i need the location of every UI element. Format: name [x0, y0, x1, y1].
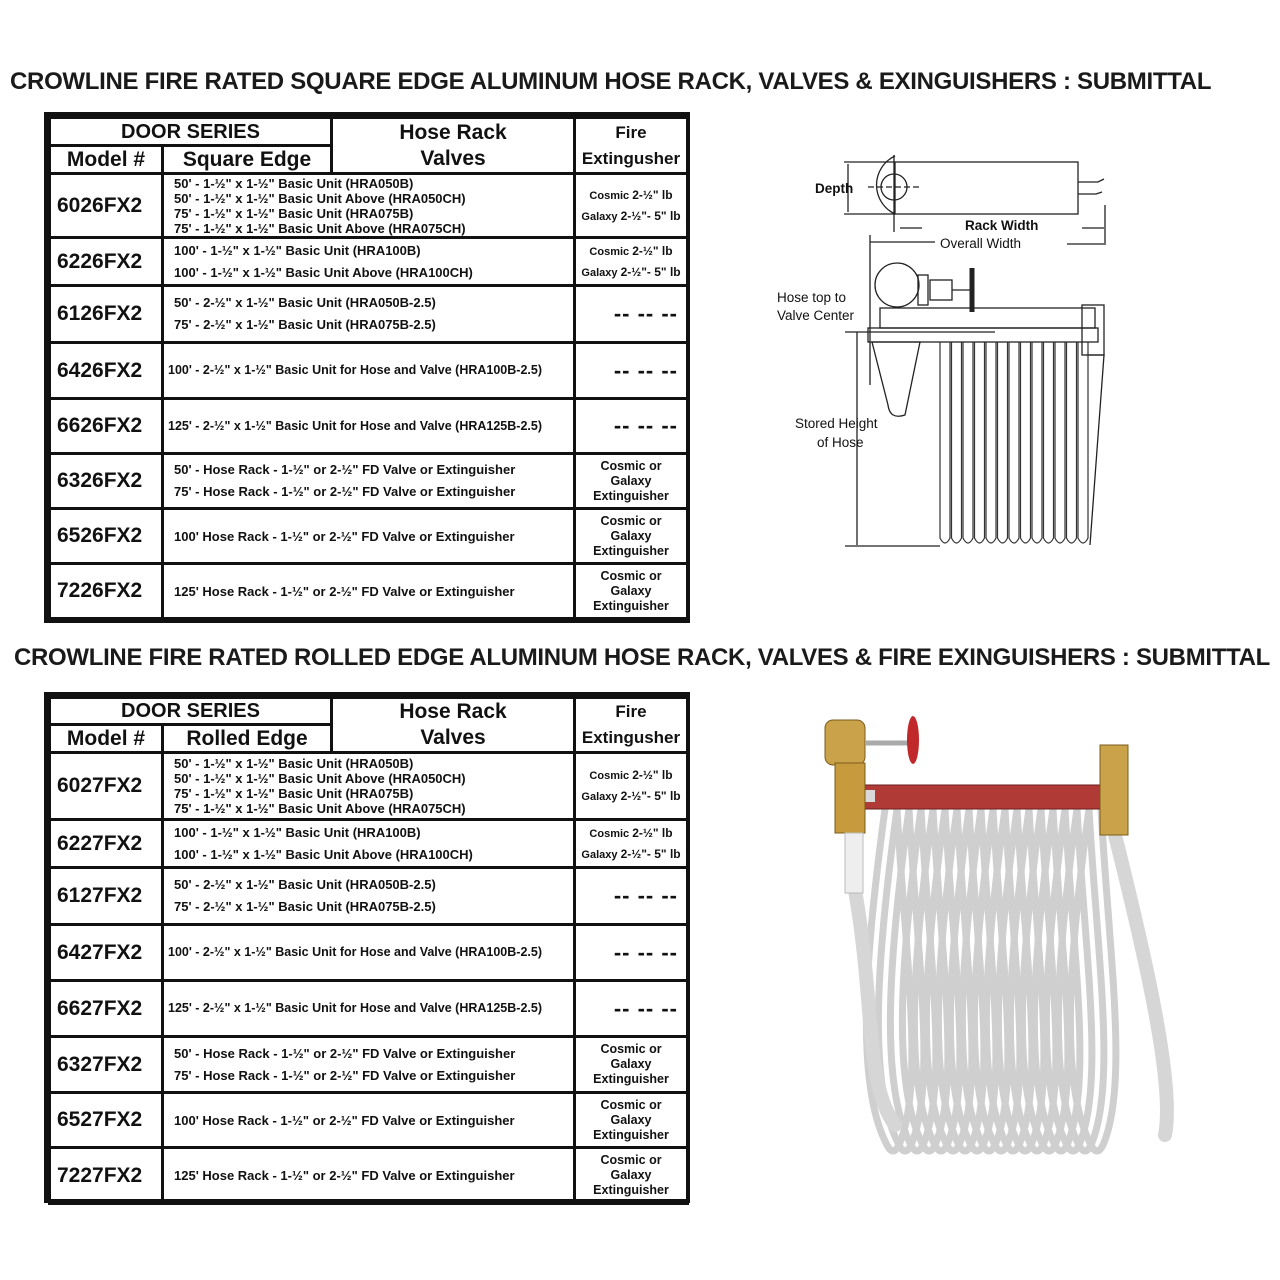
door-series-header: DOOR SERIES — [50, 698, 332, 725]
valve-line: 50' - 1-½" x 1-½" Basic Unit (HRA050B) — [174, 175, 414, 191]
valve-description — [163, 286, 575, 343]
valves-label: Valves — [420, 146, 486, 170]
or-label: or — [649, 1097, 662, 1112]
hose-fold — [1032, 342, 1042, 543]
hose-rack-label: Hose Rack — [399, 700, 507, 723]
valve-line: 75' - 1-½" x 1-½" Basic Unit (HRA075B) — [174, 205, 414, 221]
model-number: 6527FX2 — [50, 1093, 163, 1148]
valve-description — [163, 564, 575, 619]
model-number: 6427FX2 — [50, 925, 163, 981]
depth-label: Depth — [815, 181, 854, 196]
cosmic-line — [576, 185, 686, 206]
fire-extingusher-header — [575, 118, 688, 174]
no-extinguisher: -- -- -- — [575, 399, 688, 454]
cosmic-or-line — [576, 569, 686, 584]
cosmic-label: Cosmic — [600, 1153, 646, 1167]
valve-line: 100' Hose Rack - 1-½" or 2-½" FD Valve or Extinguisher — [174, 528, 515, 544]
model-number: 6326FX2 — [50, 454, 163, 509]
valve-description — [163, 1037, 575, 1093]
table-row — [50, 1093, 688, 1148]
table-row — [50, 820, 688, 868]
no-extinguisher: -- -- -- — [575, 286, 688, 343]
galaxy-label: Galaxy — [581, 791, 618, 803]
extinguisher-label: Extinguisher — [593, 543, 669, 558]
square-edge-table — [44, 112, 690, 623]
valve-line: 100' - 1-½" x 1-½" Basic Unit Above (HRA100CH) — [174, 846, 473, 862]
hose-fold — [952, 342, 962, 543]
cosmic-label: Cosmic — [600, 1097, 646, 1112]
hose-fold — [1055, 342, 1065, 543]
hose-fold — [963, 342, 973, 543]
model-number: 6526FX2 — [50, 509, 163, 564]
hose-top-label-line1: Hose top to — [777, 290, 847, 305]
valve-description — [163, 1148, 575, 1204]
cosmic-or-line — [576, 1098, 686, 1113]
cosmic-line — [576, 823, 686, 844]
valve-line: 75' - Hose Rack - 1-½" or 2-½" FD Valve or Extinguisher — [174, 484, 516, 499]
valve-line: 75' - 1-½" x 1-½" Basic Unit (HRA075B) — [174, 786, 414, 801]
cosmic-label: Cosmic — [600, 513, 646, 528]
table-row — [50, 868, 688, 925]
galaxy-label: Galaxy — [610, 473, 652, 488]
hose-fold — [1021, 342, 1031, 543]
cosmic-size: 2-½" lb — [632, 768, 673, 782]
square-edge-title: CROWLINE FIRE RATED SQUARE EDGE ALUMINUM HOSE RACK, VALVES & EXINGUISHERS : SUBMITTAL — [10, 68, 1212, 95]
extinguisher-label: Extinguisher — [593, 1183, 669, 1197]
table-row — [50, 981, 688, 1037]
model-number: 6127FX2 — [50, 868, 163, 925]
valve-description — [163, 753, 575, 820]
hose-fold — [1044, 342, 1054, 543]
valve-description — [163, 820, 575, 868]
model-number: 6327FX2 — [50, 1037, 163, 1093]
extinguisher-label: Extinguisher — [593, 488, 669, 503]
hose-rack-product-photo — [815, 705, 1180, 1170]
edge-header: Rolled Edge — [163, 725, 332, 753]
galaxy-line — [576, 262, 686, 283]
galaxy-line — [576, 786, 686, 807]
header-row — [50, 118, 688, 146]
valve-line: 125' - 2-½" x 1-½" Basic Unit for Hose and Valve (HRA125B-2.5) — [168, 1001, 542, 1015]
model-number: 6426FX2 — [50, 343, 163, 399]
hose-fold — [975, 342, 985, 543]
table-row — [50, 286, 688, 343]
valve-line: 100' - 2-½" x 1-½" Basic Unit for Hose and Valve (HRA100B-2.5) — [168, 945, 542, 959]
table-row — [50, 1037, 688, 1093]
cosmic-label: Cosmic — [600, 458, 646, 473]
valve-description — [163, 1093, 575, 1148]
cosmic-label: Cosmic — [600, 568, 646, 583]
cosmic-or-line — [576, 459, 686, 474]
extinguisher-label: Extinguisher — [593, 1072, 669, 1086]
cosmic-size: 2-½" lb — [632, 825, 673, 840]
valve-line: 50' - 2-½" x 1-½" Basic Unit (HRA050B-2.5) — [174, 295, 436, 310]
valve-line: 50' - Hose Rack - 1-½" or 2-½" FD Valve or Extinguisher — [174, 462, 516, 477]
extingusher-label: Extingusher — [581, 148, 681, 168]
or-label: or — [649, 1153, 662, 1167]
valve-description — [163, 509, 575, 564]
galaxy-size: 2-½"- 5" lb — [620, 208, 681, 223]
galaxy-label: Galaxy — [610, 1112, 652, 1127]
model-number: 6227FX2 — [50, 820, 163, 868]
hose-fold — [1067, 342, 1077, 543]
hose-fold — [1078, 342, 1088, 543]
fire-label: Fire — [615, 122, 647, 142]
or-label: or — [649, 568, 662, 583]
overall-width-label: Overall Width — [940, 236, 1022, 251]
rolled-edge-title: CROWLINE FIRE RATED ROLLED EDGE ALUMINUM HOSE RACK, VALVES & FIRE EXINGUISHERS : SUBMITTAL — [14, 644, 1271, 671]
valve-description — [163, 399, 575, 454]
valve-line: 100' - 1-½" x 1-½" Basic Unit (HRA100B) — [174, 824, 421, 840]
cosmic-label: Cosmic — [589, 770, 630, 782]
valve-description — [163, 925, 575, 981]
model-number: 7227FX2 — [50, 1148, 163, 1204]
cosmic-size: 2-½" lb — [632, 243, 673, 258]
stored-height-label-line1: Stored Height — [795, 416, 878, 431]
table-row — [50, 174, 688, 238]
cosmic-or-line — [576, 514, 686, 529]
model-number: 6226FX2 — [50, 238, 163, 286]
or-label: or — [649, 513, 662, 528]
extingusher-label: Extingusher — [581, 728, 681, 747]
stored-height-label-line2: of Hose — [817, 435, 864, 450]
galaxy-label: Galaxy — [610, 1168, 652, 1182]
model-number: 7226FX2 — [50, 564, 163, 619]
model-number: 6026FX2 — [50, 174, 163, 238]
hose-rack-valves-header — [332, 118, 575, 174]
table-row — [50, 399, 688, 454]
valve-line: 50' - 1-½" x 1-½" Basic Unit Above (HRA050CH) — [174, 771, 466, 786]
rolled-edge-table — [44, 692, 690, 1203]
galaxy-label: Galaxy — [581, 266, 618, 279]
cosmic-label: Cosmic — [589, 189, 630, 202]
galaxy-label: Galaxy — [610, 583, 652, 598]
extinguisher-options — [575, 454, 688, 509]
galaxy-label: Galaxy — [581, 210, 618, 223]
fire-extingusher-header — [575, 698, 688, 753]
hose-fold — [998, 342, 1008, 543]
galaxy-size: 2-½"- 5" lb — [620, 264, 681, 279]
rack-width-label: Rack Width — [965, 218, 1039, 233]
fire-label: Fire — [615, 702, 647, 721]
cosmic-or-line — [576, 1153, 686, 1168]
table-row — [50, 509, 688, 564]
valve-description — [163, 174, 575, 238]
extinguisher-label: Extinguisher — [593, 1127, 669, 1142]
valve-line: 75' - 2-½" x 1-½" Basic Unit (HRA075B-2.5) — [174, 317, 436, 332]
galaxy-size: 2-½"- 5" lb — [620, 789, 681, 803]
model-number: 6027FX2 — [50, 753, 163, 820]
hose-fold — [940, 342, 950, 543]
table-row — [50, 238, 688, 286]
valve-line: 50' - 1-½" x 1-½" Basic Unit Above (HRA050CH) — [174, 190, 466, 206]
no-extinguisher: -- -- -- — [575, 343, 688, 399]
model-number: 6626FX2 — [50, 399, 163, 454]
hose-fold — [1009, 342, 1019, 543]
no-extinguisher: -- -- -- — [575, 925, 688, 981]
cosmic-label: Cosmic — [600, 1042, 646, 1056]
extinguisher-sizes — [575, 820, 688, 868]
valve-line: 75' - 1-½" x 1-½" Basic Unit Above (HRA075CH) — [174, 220, 466, 236]
galaxy-line — [576, 844, 686, 865]
valve-line: 125' Hose Rack - 1-½" or 2-½" FD Valve or Extinguisher — [174, 1168, 515, 1183]
hose-rack-valves-header — [332, 698, 575, 753]
valve-description — [163, 238, 575, 286]
extinguisher-label: Extinguisher — [593, 598, 669, 613]
extinguisher-options — [575, 1148, 688, 1204]
extinguisher-options — [575, 1093, 688, 1148]
valve-line: 75' - Hose Rack - 1-½" or 2-½" FD Valve or Extinguisher — [174, 1067, 516, 1083]
edge-header: Square Edge — [163, 146, 332, 174]
cosmic-label: Cosmic — [589, 827, 630, 840]
door-series-header: DOOR SERIES — [50, 118, 332, 146]
cosmic-size: 2-½" lb — [632, 187, 673, 202]
table-row — [50, 454, 688, 509]
extinguisher-sizes — [575, 174, 688, 238]
valve-line: 75' - 2-½" x 1-½" Basic Unit (HRA075B-2.5) — [174, 899, 436, 914]
valve-description — [163, 343, 575, 399]
cosmic-label: Cosmic — [589, 245, 630, 258]
valve-line: 100' - 1-½" x 1-½" Basic Unit (HRA100B) — [174, 242, 421, 258]
no-extinguisher: -- -- -- — [575, 981, 688, 1037]
galaxy-line — [576, 206, 686, 227]
valves-label: Valves — [420, 726, 486, 749]
table-row — [50, 753, 688, 820]
hose-fold — [986, 342, 996, 543]
extinguisher-options — [575, 1037, 688, 1093]
valve-description — [163, 454, 575, 509]
or-label: or — [649, 458, 662, 473]
valve-line: 50' - Hose Rack - 1-½" or 2-½" FD Valve or Extinguisher — [174, 1045, 516, 1061]
valve-description — [163, 981, 575, 1037]
galaxy-size: 2-½"- 5" lb — [620, 846, 681, 861]
cosmic-or-line — [576, 1042, 686, 1057]
extinguisher-options — [575, 564, 688, 619]
galaxy-label: Galaxy — [610, 1057, 652, 1071]
extinguisher-sizes — [575, 238, 688, 286]
galaxy-label: Galaxy — [610, 528, 652, 543]
valve-line: 100' - 1-½" x 1-½" Basic Unit Above (HRA100CH) — [174, 264, 473, 280]
cosmic-line — [576, 765, 686, 786]
hose-rack-label: Hose Rack — [399, 120, 507, 144]
table-row — [50, 925, 688, 981]
model-header: Model # — [50, 146, 163, 174]
valve-line: 50' - 1-½" x 1-½" Basic Unit (HRA050B) — [174, 756, 414, 771]
model-number: 6126FX2 — [50, 286, 163, 343]
extinguisher-options — [575, 509, 688, 564]
or-label: or — [649, 1042, 662, 1056]
table-row — [50, 564, 688, 619]
table-row — [50, 343, 688, 399]
valve-line: 125' - 2-½" x 1-½" Basic Unit for Hose and Valve (HRA125B-2.5) — [168, 418, 542, 433]
cosmic-line — [576, 241, 686, 262]
valve-line: 50' - 2-½" x 1-½" Basic Unit (HRA050B-2.5) — [174, 877, 436, 892]
hose-rack-dimension-diagram — [760, 150, 1120, 550]
valve-line: 125' Hose Rack - 1-½" or 2-½" FD Valve or Extinguisher — [174, 583, 515, 599]
model-header: Model # — [50, 725, 163, 753]
model-number: 6627FX2 — [50, 981, 163, 1037]
valve-line: 100' Hose Rack - 1-½" or 2-½" FD Valve or Extinguisher — [174, 1112, 515, 1128]
valve-description — [163, 868, 575, 925]
table-row — [50, 1148, 688, 1204]
valve-line: 100' - 2-½" x 1-½" Basic Unit for Hose and Valve (HRA100B-2.5) — [168, 363, 542, 377]
hose-top-label-line2: Valve Center — [777, 308, 855, 323]
extinguisher-sizes — [575, 753, 688, 820]
header-row — [50, 698, 688, 725]
valve-line: 75' - 1-½" x 1-½" Basic Unit Above (HRA075CH) — [174, 801, 466, 816]
no-extinguisher: -- -- -- — [575, 868, 688, 925]
galaxy-label: Galaxy — [581, 848, 618, 861]
